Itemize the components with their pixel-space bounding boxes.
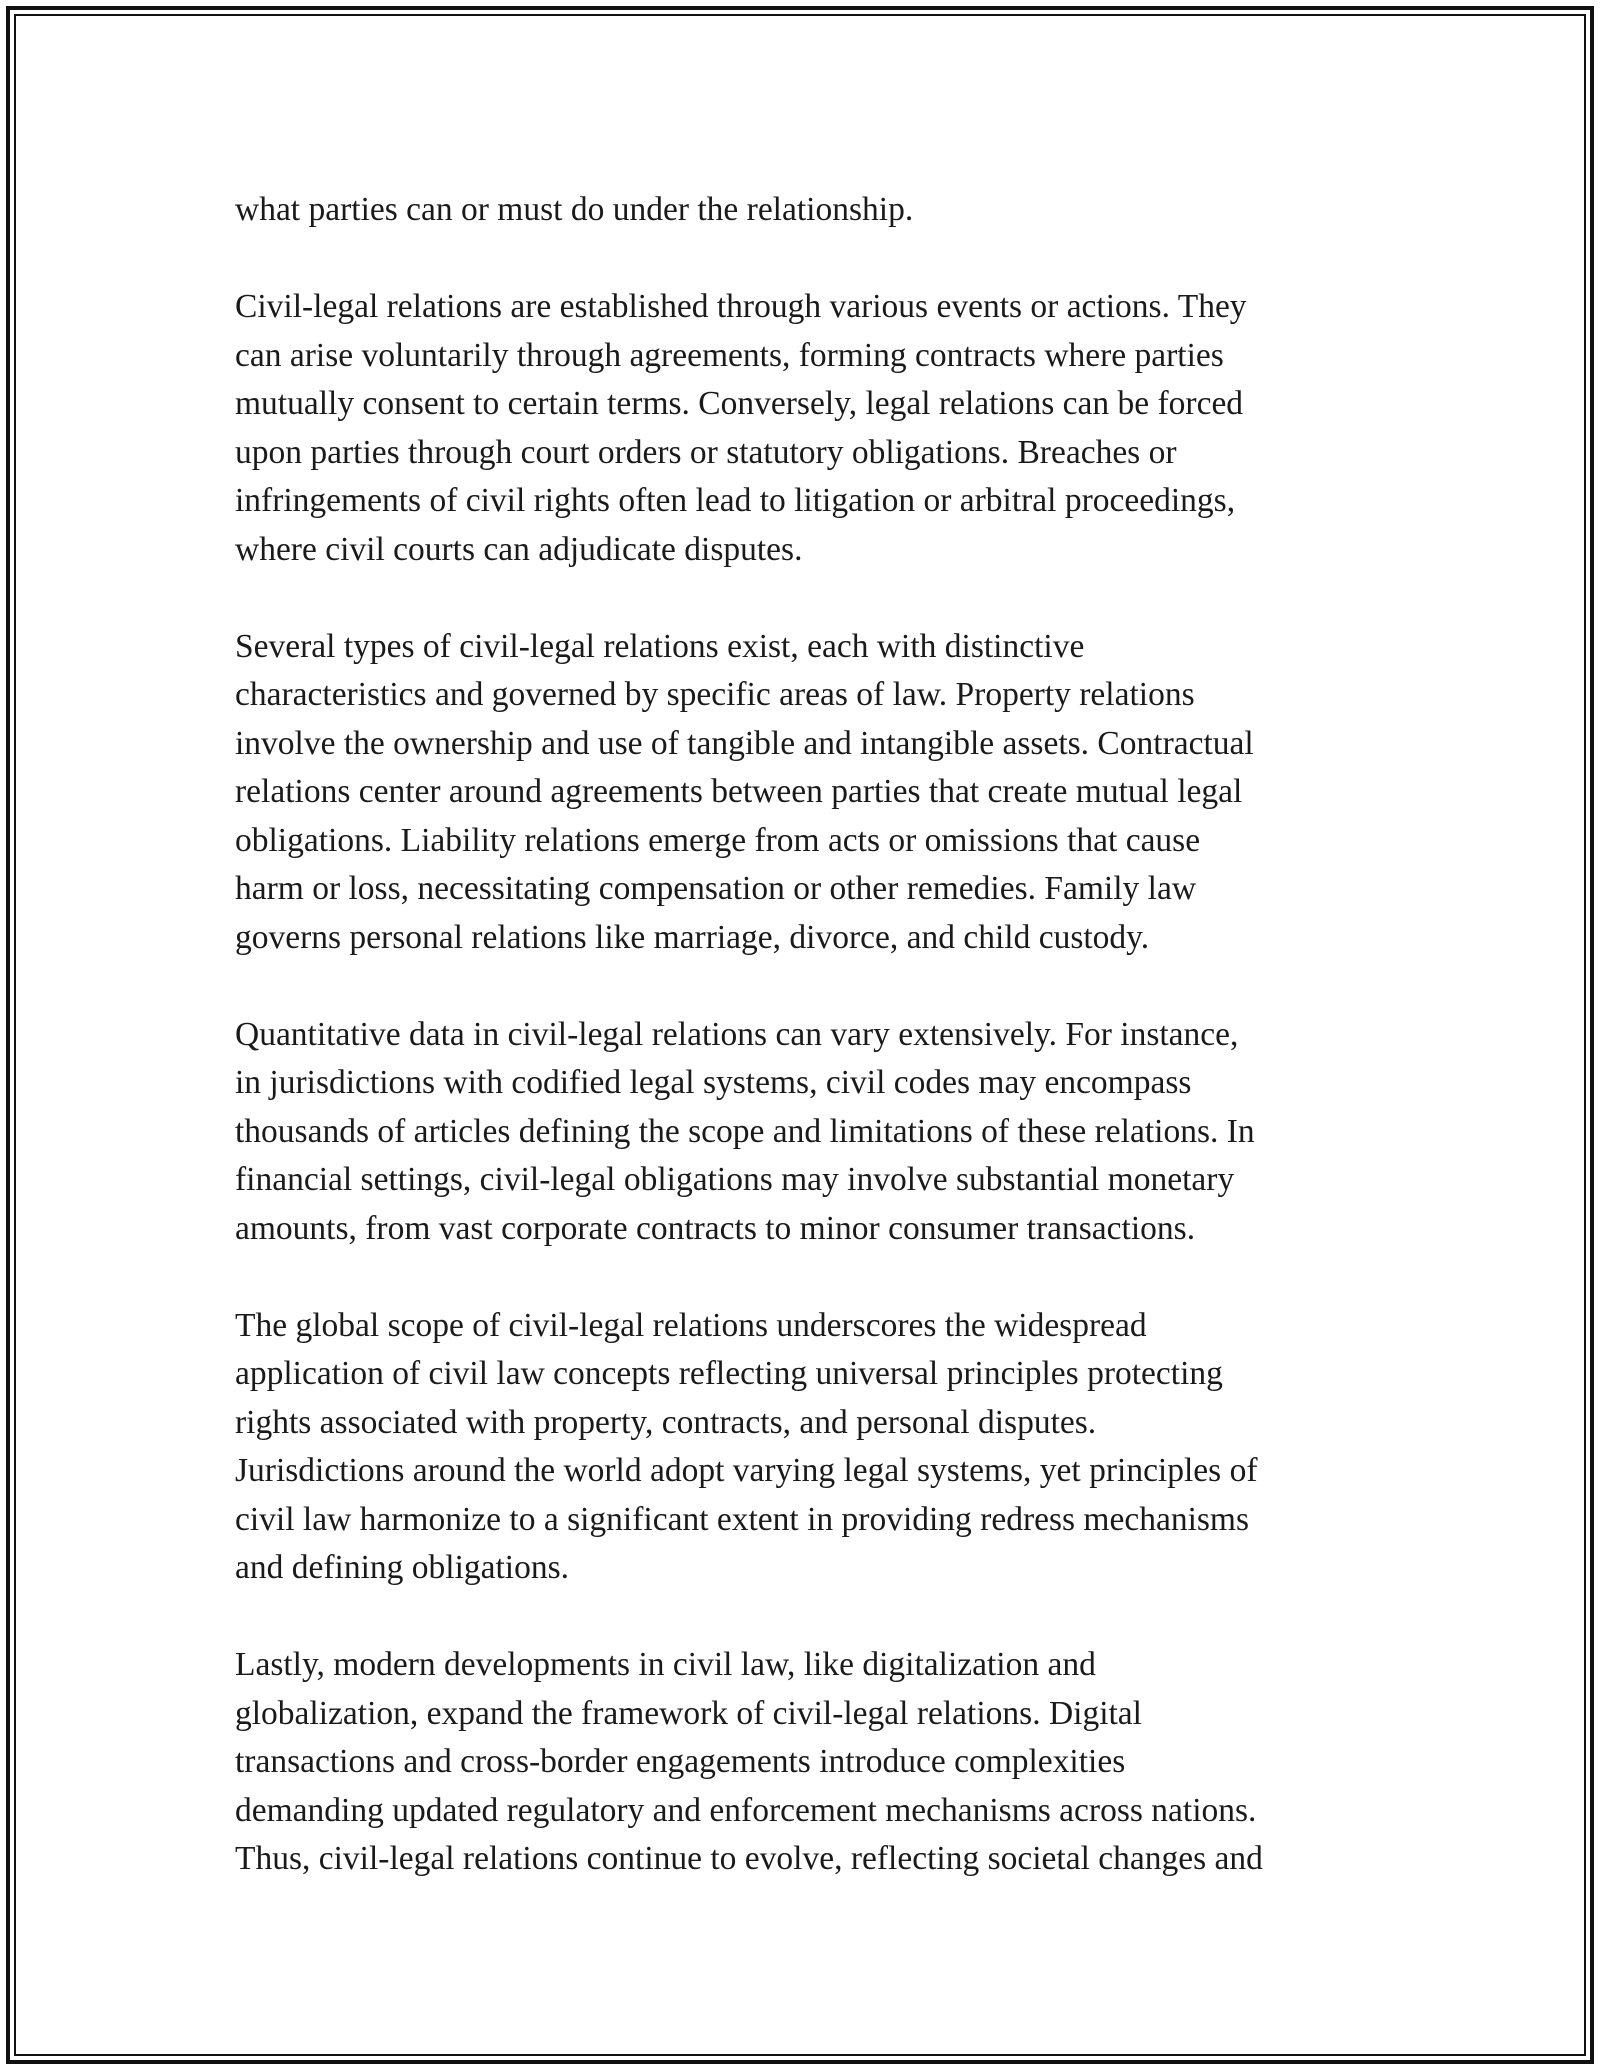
paragraph-quantitative-data: Quantitative data in civil-legal relations can vary extensively. For instance, in jurisdictions with codified legal systems, civil codes may encompass thousands of articles defining the scope and limitations of these relations. In financial settings, civil-legal obligations may involve substantial monetary amounts, from vast corporate contracts to minor consumer transactions. [235, 1015, 1255, 1247]
paragraph-types: Several types of civil-legal relations exist, each with distinctive characteristics and governed by specific areas of law. Property relations involve the ownership and use of tangible and intangible assets. Contractual relations center around agreements between parties that create mutual legal obligations. Liability relations emerge from acts or omissions that cause harm or loss, necessitating compensation or other remedies. Family law governs personal relations like marriage, divorce, and child custody. [235, 627, 1254, 956]
paragraph-modern-developments: Lastly, modern developments in civil law, like digitalization and globalization, expand the framework of civil-legal relations. Digital transactions and cross-border engagements introduce complexities demanding updated regulatory and enforcement mechanisms across nations. Thus, civil-legal relations continue to evolve, reflecting societal changes and [235, 1646, 1263, 1877]
document-body [235, 186, 1365, 1884]
paragraph-establishment: Civil-legal relations are established through various events or actions. They can arise voluntarily through agreements, forming contracts where parties mutually consent to certain terms. Conversely, legal relations can be forced upon parties through court orders or statutory obligations. Breaches or infringements of civil rights often lead to litigation or arbitral proceedings, where civil courts can adjudicate disputes. [235, 288, 1247, 568]
paragraph-global-scope: The global scope of civil-legal relations underscores the widespread application of civil law concepts reflecting universal principles protecting rights associated with property, contracts, and personal disputes. Jurisdictions around the world adopt varying legal systems, yet principles of civil law harmonize to a significant extent in providing redress mechanisms and defining obligations. [235, 1306, 1258, 1586]
paragraph-continuation: what parties can or must do under the relationship. [235, 191, 914, 228]
